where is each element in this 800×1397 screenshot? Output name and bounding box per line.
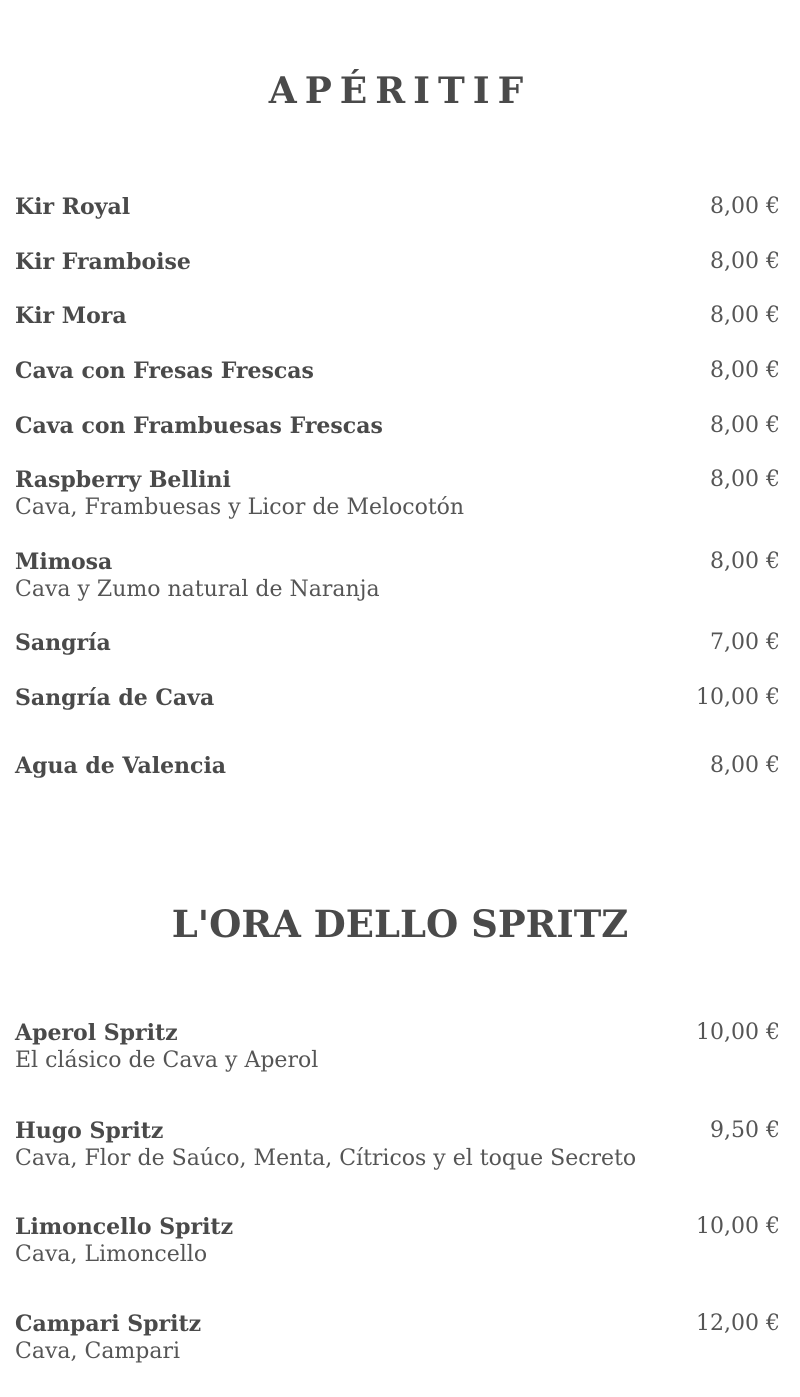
item-price: 7,00 € — [710, 630, 780, 655]
item-price: 8,00 € — [710, 194, 780, 219]
menu-item-kir-royal — [15, 193, 780, 221]
item-name: Kir Framboise — [15, 249, 191, 275]
menu-item-agua-de-valencia — [15, 752, 780, 780]
item-description: Cava, Campari — [15, 1339, 181, 1364]
menu-item-aperol-spritz — [15, 1019, 780, 1075]
menu-item-limoncello-spritz — [15, 1213, 780, 1269]
item-price: 8,00 € — [710, 549, 780, 574]
menu-item-kir-framboise — [15, 248, 780, 276]
item-price: 10,00 € — [696, 685, 780, 710]
menu-item-campari-spritz — [15, 1310, 780, 1366]
section-title-spritz: L'ORA DELLO SPRITZ — [171, 902, 629, 946]
item-price: 10,00 € — [696, 1020, 780, 1045]
menu-item-sangria — [15, 629, 780, 657]
item-description: El clásico de Cava y Aperol — [15, 1048, 319, 1073]
item-name: Sangría — [15, 630, 111, 656]
item-price: 8,00 € — [710, 467, 780, 492]
item-name: Cava con Fresas Frescas — [15, 358, 314, 384]
item-description: Cava y Zumo natural de Naranja — [15, 577, 380, 602]
item-price: 9,50 € — [710, 1118, 780, 1143]
item-name: Aperol Spritz — [15, 1020, 178, 1046]
menu-item-cava-frambuesas — [15, 412, 780, 440]
item-name: Mimosa — [15, 549, 113, 575]
item-price: 8,00 € — [710, 358, 780, 383]
menu-item-mimosa — [15, 548, 780, 604]
item-name: Hugo Spritz — [15, 1118, 164, 1144]
item-name: Kir Mora — [15, 303, 127, 329]
item-price: 12,00 € — [696, 1311, 780, 1336]
item-description: Cava, Limoncello — [15, 1242, 208, 1267]
item-name: Campari Spritz — [15, 1311, 202, 1337]
item-description: Cava, Frambuesas y Licor de Melocotón — [15, 495, 465, 520]
item-name: Agua de Valencia — [15, 753, 227, 779]
menu-item-cava-fresas — [15, 357, 780, 385]
item-description: Cava, Flor de Saúco, Menta, Cítricos y el toque Secreto — [15, 1146, 637, 1171]
item-price: 8,00 € — [710, 303, 780, 328]
item-name: Raspberry Bellini — [15, 467, 231, 493]
item-name: Kir Royal — [15, 194, 131, 220]
menu-item-sangria-de-cava — [15, 684, 780, 712]
item-price: 10,00 € — [696, 1214, 780, 1239]
menu-item-hugo-spritz — [15, 1117, 780, 1173]
item-name: Limoncello Spritz — [15, 1214, 234, 1240]
menu-item-kir-mora — [15, 302, 780, 330]
section-title-aperitif: APÉRITIF — [268, 70, 532, 112]
item-price: 8,00 € — [710, 413, 780, 438]
item-price: 8,00 € — [710, 249, 780, 274]
item-name: Cava con Frambuesas Frescas — [15, 413, 383, 439]
item-price: 8,00 € — [710, 753, 780, 778]
item-name: Sangría de Cava — [15, 685, 215, 711]
menu-item-raspberry-bellini — [15, 466, 780, 522]
